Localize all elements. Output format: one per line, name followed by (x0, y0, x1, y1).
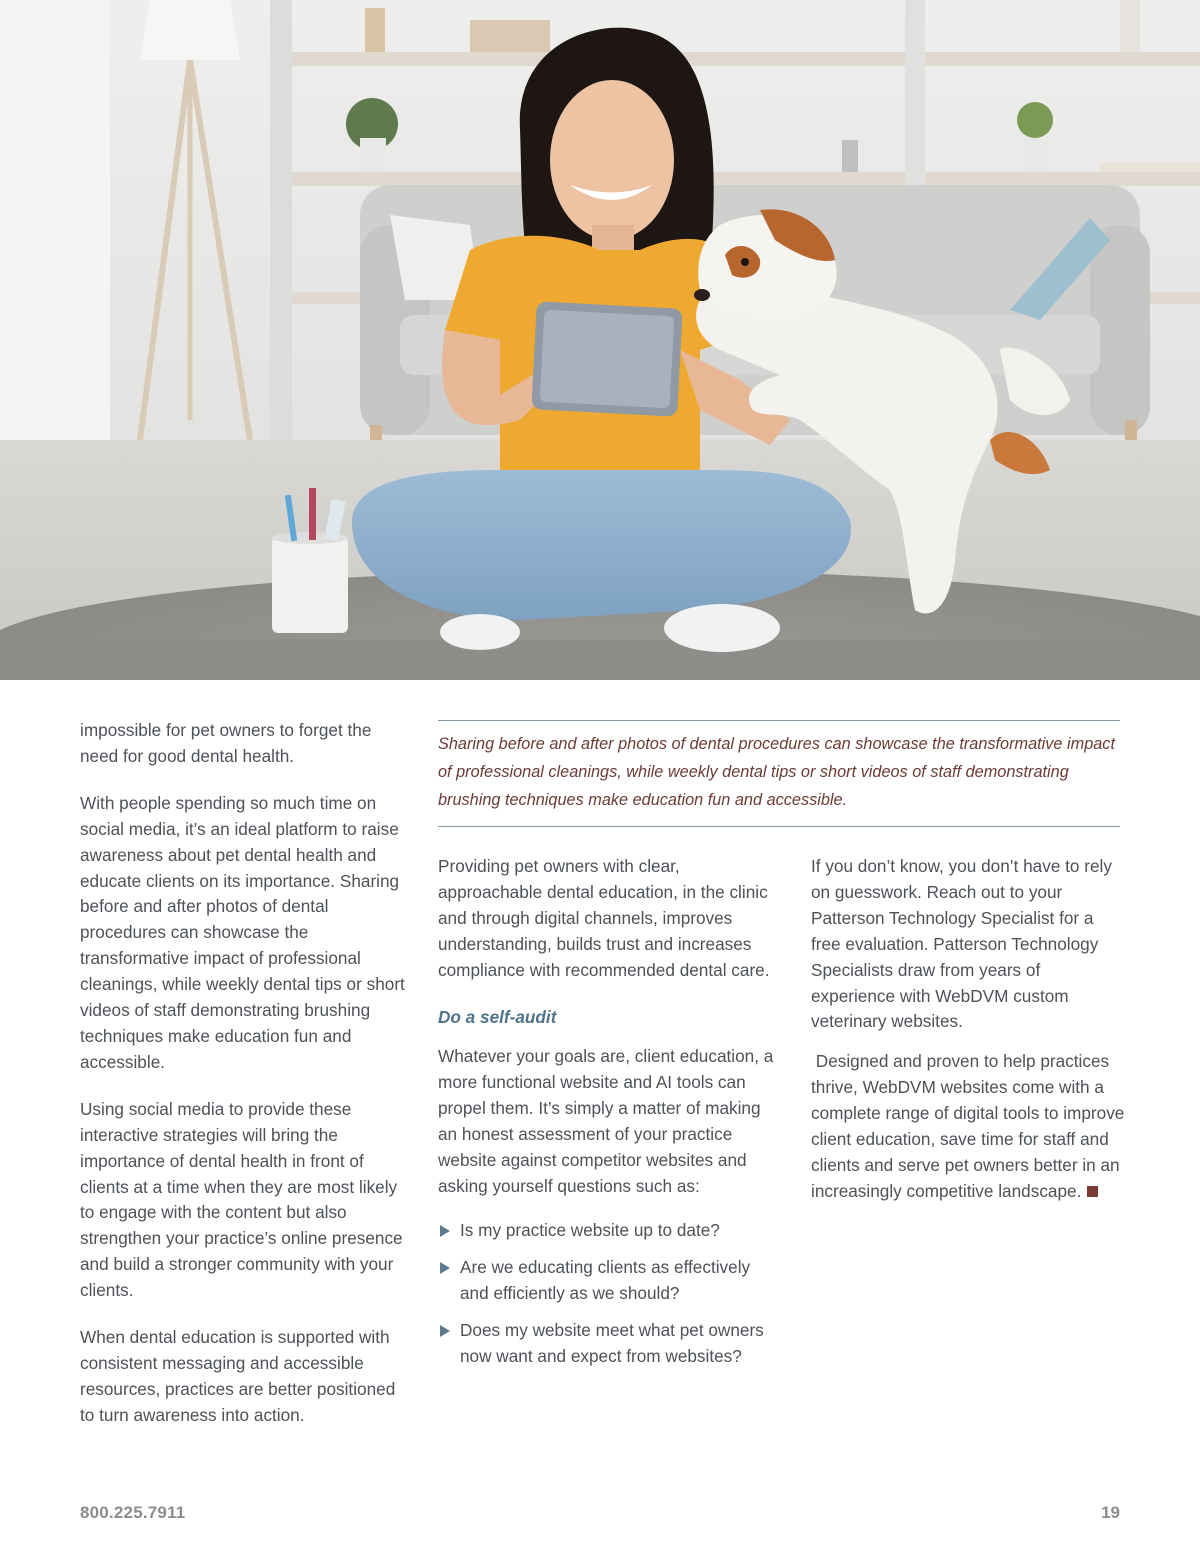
pull-quote: Sharing before and after photos of dental procedures can showcase the transformative impact of professional cleanings, while weekly dental tips or short videos of staff demonstrating brushing techniques make education fun and accessible. (438, 720, 1120, 827)
right-paragraph-1: If you don’t know, you don’t have to rely on guesswork. Reach out to your Patterson Technology Specialist for a free evaluation. Patterson Technology Specialists draw from years of experience with WebDVM custom veterinary websites. (811, 856, 1112, 1032)
left-paragraph-3: Using social media to provide these interactive strategies will bring the importance of dental health in front of clients at a time when they are most likely to engage with the content but also strengthen your practice’s online presence and build a stronger community with your clients. (80, 1098, 403, 1301)
list-item-text: Is my practice website up to date? (460, 1219, 720, 1240)
left-paragraph-2: With people spending so much time on social media, it’s an ideal platform to raise awareness about pet dental health and educate clients on its importance. Sharing before and after photos of dental procedures can showcase the transformative impact of professional cleanings, while weekly dental tips or short videos of staff demonstrating brushing techniques make education fun and accessible. (80, 792, 405, 1072)
end-mark-icon (1087, 1186, 1098, 1197)
middle-column (438, 854, 783, 1380)
left-paragraph-1: impossible for pet owners to forget the need for good dental health. (80, 720, 372, 766)
hero-photo (0, 0, 1200, 680)
right-paragraph-2 (811, 1049, 1130, 1204)
left-column (80, 718, 405, 1450)
photo-woman-with-dog-and-tablet-icon (0, 0, 1200, 680)
middle-body-paragraph: Whatever your goals are, client education, a more functional website and AI tools can propel them. It’s simply a matter of making an honest assessment of your practice website against competitor websites and asking yourself questions such as: (438, 1046, 774, 1196)
right-paragraph-2-text: Designed and proven to help practices thrive, WebDVM websites come with a complete range of digital tools to improve client education, save time for staff and clients and serve pet owners better in an increasingly competitive landscape. (811, 1051, 1130, 1201)
list-item (438, 1318, 783, 1370)
question-list (438, 1218, 783, 1370)
triangle-bullet-icon (440, 1262, 450, 1274)
right-column (811, 854, 1130, 1226)
list-item (438, 1218, 783, 1244)
list-item-text: Are we educating clients as effectively and efficiently as we should? (460, 1256, 751, 1303)
left-paragraph-4: When dental education is supported with consistent messaging and accessible resources, practices are better positioned to turn awareness into action. (80, 1327, 396, 1425)
page-number: 19 (1101, 1503, 1120, 1522)
list-item-text: Does my website meet what pet owners now want and expect from websites? (460, 1319, 764, 1366)
footer-phone-number: 800.225.7911 (80, 1503, 186, 1522)
list-item (438, 1255, 783, 1307)
middle-intro-paragraph: Providing pet owners with clear, approachable dental education, in the clinic and through digital channels, improves understanding, builds trust and increases compliance with recommended dental care. (438, 856, 770, 980)
triangle-bullet-icon (440, 1225, 450, 1237)
section-subhead: Do a self-audit (438, 1006, 557, 1027)
triangle-bullet-icon (440, 1325, 450, 1337)
